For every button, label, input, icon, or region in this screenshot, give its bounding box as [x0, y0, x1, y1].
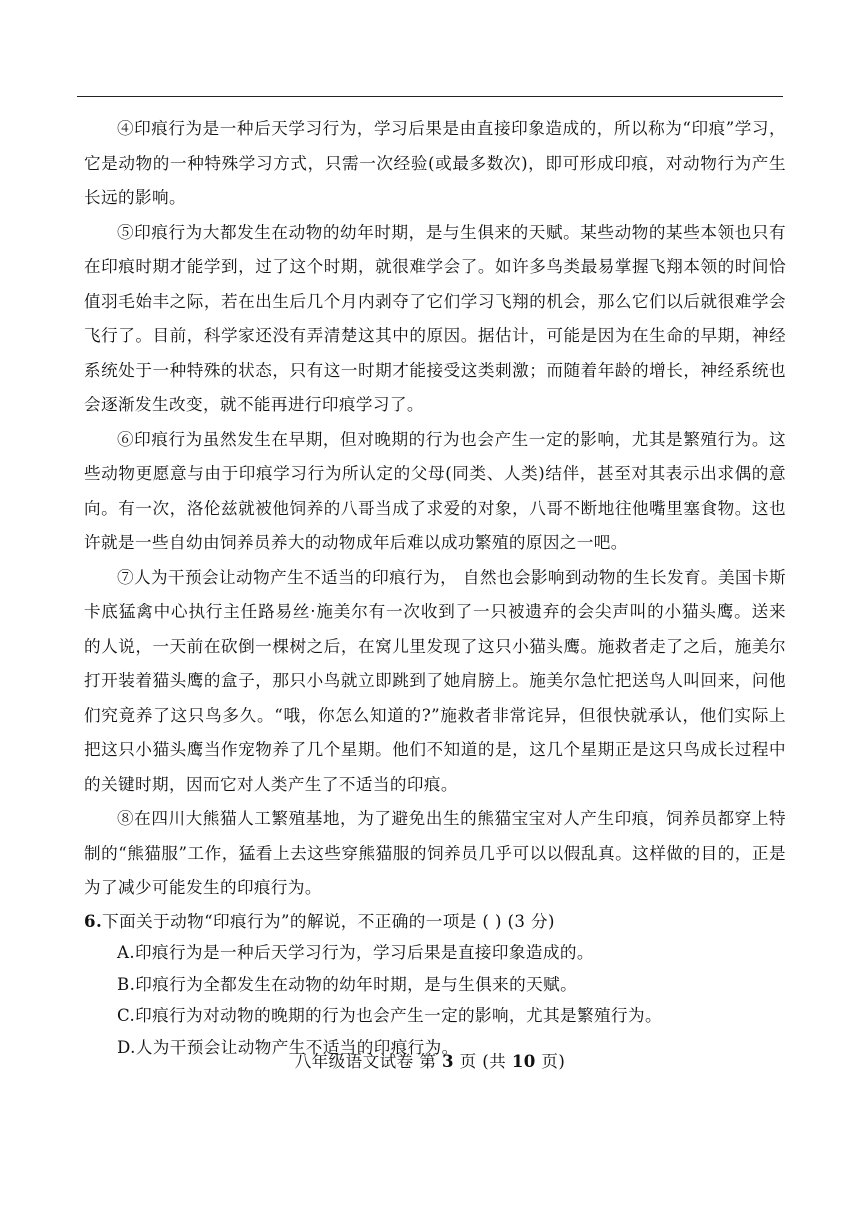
paragraph-8: ⑧在四川大熊猫人工繁殖基地，为了避免出生的熊猫宝宝对人产生印痕，饲养员都穿上特制的“熊猫服”工作，猛看上去这些穿熊猫服的饲养员几乎可以以假乱真。这样做的目的，正是为了减少可能发生的印痕行为。: [84, 809, 786, 897]
option-b: B.印痕行为全都发生在动物的幼年时期，是与生俱来的天赋。: [117, 974, 578, 994]
option-c: C.印痕行为对动物的晚期的行为也会产生一定的影响，尤其是繁殖行为。: [117, 1006, 662, 1025]
footer-page-number: 3: [442, 1051, 454, 1071]
option-a: A.印痕行为是一种后天学习行为，学习后果是直接印象造成的。: [117, 943, 594, 962]
paragraph-4: ④印痕行为是一种后天学习行为，学习后果是由直接印象造成的，所以称为“印痕”学习，它是动物的一种特殊学习方式，只需一次经验(或最多数次)，即可形成印痕，对动物行为产生长远的影响。: [84, 119, 786, 207]
footer-total-pages: 10: [511, 1051, 536, 1071]
question-stem: [84, 906, 786, 938]
question-6: [84, 906, 786, 1064]
paragraph-7: ⑦人为干预会让动物产生不适当的印痕行为， 自然也会影响到动物的生长发育。美国卡斯卡底猛禽中心执行主任路易丝·施美尔有一次收到了一只被遗弃的会尖声叫的小猫头鹰。送来的人说，一天前在砍倒一棵树之后，在窝儿里发现了这只小猫头鹰。施救者走了之后，施美尔打开装着猫头鹰的盒子，那只小鸟就立即跳到了她肩膀上。施美尔急忙把送鸟人叫回来，问他们究竟养了这只鸟多久。“哦，你怎么知道的?”施救者非常诧异，但很快就承认，他们实际上把这只小猫头鹰当作宠物养了几个星期。他们不知道的是，这几个星期正是这只鸟成长过程中的关键时期，因而它对人类产生了不适当的印痕。: [84, 567, 786, 794]
reading-passage: [84, 112, 786, 1063]
footer-text-middle: 页 (共: [453, 1052, 512, 1071]
paragraph-6: ⑥印痕行为虽然发生在早期，但对晚期的行为也会产生一定的影响，尤其是繁殖行为。这些动物更愿意与由于印痕学习行为所认定的父母(同类、人类)结伴，甚至对其表示出求偶的意向。有一次，洛伦兹就被他饲养的八哥当成了求爱的对象，八哥不断地往他嘴里塞食物。这也许就是一些自幼由饲养员养大的动物成年后难以成功繁殖的原因之一吧。: [84, 429, 786, 552]
footer-text-after: 页): [535, 1052, 566, 1071]
question-number: 6.: [84, 910, 103, 931]
option-d: D.人为干预会让动物产生不适当的印痕行为。: [117, 1037, 459, 1057]
question-text: 下面关于动物“印痕行为”的解说，不正确的一项是 ( ) (3 分): [102, 911, 555, 931]
header-rule: [77, 96, 783, 97]
footer-text-before: 八年级语文试卷 第: [294, 1052, 442, 1071]
page-footer: [0, 1049, 860, 1074]
paragraph-5: ⑤印痕行为大都发生在动物的幼年时期，是与生俱来的天赋。某些动物的某些本领也只有在印痕时期才能学到，过了这个时期，就很难学会了。如许多鸟类最易掌握飞翔本领的时间恰值羽毛始丰之际，若在出生后几个月内剥夺了它们学习飞翔的机会，那么它们以后就很难学会飞行了。目前，科学家还没有弄清楚这其中的原因。据估计，可能是因为在生命的早期，神经系统处于一种特殊的状态，只有这一时期才能接受这类刺激；而随着年龄的增长，神经系统也会逐渐发生改变，就不能再进行印痕学习了。: [84, 222, 786, 414]
